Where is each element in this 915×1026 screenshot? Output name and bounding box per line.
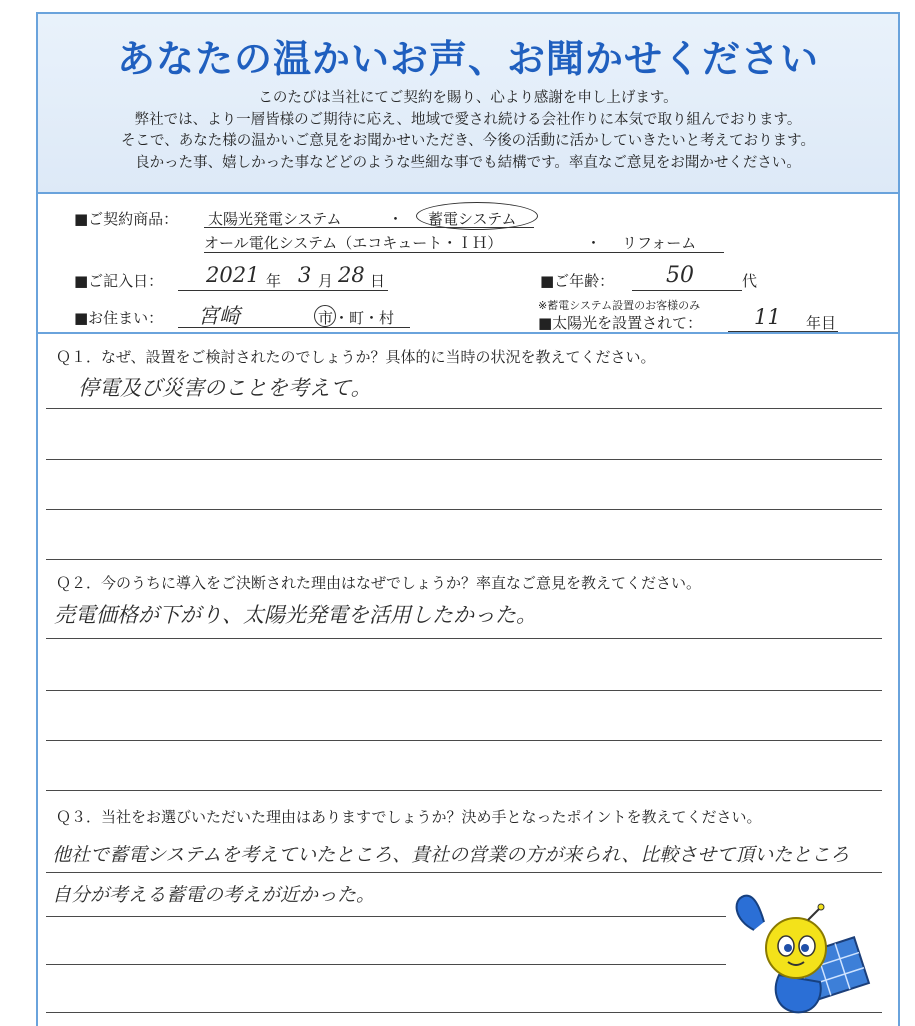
answer-line	[46, 740, 882, 741]
selected-circle	[416, 202, 538, 230]
date-month: 3	[298, 263, 312, 287]
solar-years-unit: 年目	[806, 314, 837, 332]
answer-1-line: 停電及び災害のことを考えて。	[78, 376, 372, 400]
intro-line: このたびは当社にてご契約を賜り、心より感謝を申し上げます。	[258, 90, 678, 106]
solar-years-underline	[728, 331, 838, 332]
answer-line	[46, 916, 726, 917]
products-label: ■ご契約商品：	[74, 210, 179, 228]
header-panel	[38, 14, 898, 194]
address-underline	[178, 327, 410, 328]
page-title: あなたの温かいお声、お聞かせください	[116, 37, 819, 81]
date-underline	[178, 290, 388, 291]
product-reform: リフォーム	[622, 234, 697, 252]
answer-line	[46, 509, 882, 510]
product-allelectric: オール電化システム（エコキュート・ＩＨ）	[204, 234, 503, 252]
product-separator: ・	[388, 210, 404, 228]
product-solar: 太陽光発電システム	[208, 210, 342, 228]
answer-2-line: 売電価格が下がり、太陽光発電を活用したかった。	[54, 603, 537, 627]
date-label: ■ご記入日：	[74, 272, 164, 290]
answer-line	[46, 559, 882, 560]
solar-years-label: ■太陽光を設置されて：	[538, 314, 703, 332]
intro-line: 弊社では、より一層皆様のご期待に応え、地域で愛され続ける会社作りに本気で取り組んでおります。	[134, 111, 802, 128]
answer-line	[46, 790, 882, 791]
solar-years-value: 11	[754, 305, 781, 329]
answer-3-line: 他社で蓄電システムを考えていたところ、貴社の営業の方が来られ、比較させて頂いたところ	[52, 844, 850, 866]
product-separator: ・	[586, 234, 602, 252]
intro-text	[48, 88, 888, 174]
question-2: Ｑ２．今のうちに導入をご決断された理由はなぜでしょうか？率直なご意見を教えてください。	[56, 574, 702, 592]
product-underline	[204, 252, 724, 253]
address-city: 市	[318, 309, 334, 327]
answer-line	[46, 690, 882, 691]
product-underline	[204, 227, 534, 228]
product-battery: 蓄電システム	[428, 210, 517, 228]
address-rest: ・町・村	[334, 309, 395, 327]
survey-sheet	[36, 12, 900, 1026]
answer-line	[46, 408, 882, 409]
address-label: ■お住まい：	[74, 309, 164, 327]
age-label: ■ご年齢：	[540, 272, 615, 290]
address-value: 宮崎	[198, 304, 240, 328]
date-year-unit: 年	[266, 272, 282, 290]
answer-line	[46, 964, 726, 965]
question-1: Ｑ１．なぜ、設置をご検討されたのでしょうか？具体的に当時の状況を教えてください。	[56, 348, 656, 366]
battery-note: ※蓄電システム設置のお客様のみ	[538, 299, 701, 312]
date-day: 28	[338, 263, 365, 287]
question-3: Ｑ３．当社をお選びいただいた理由はありますでしょうか？決め手となったポイントを教えてください。	[56, 808, 762, 826]
answer-line	[46, 638, 882, 639]
answer-3-line: 自分が考える蓄電の考えが近かった。	[52, 884, 376, 906]
selected-circle	[314, 305, 336, 327]
contract-info	[38, 194, 898, 334]
mascot-icon	[724, 890, 874, 1020]
date-day-unit: 日	[370, 272, 386, 290]
age-value: 50	[666, 263, 694, 288]
intro-line: 良かった事、嬉しかった事などどのような些細な事でも結構です。率直なご意見をお聞かせください。	[135, 154, 801, 171]
age-unit: 代	[742, 272, 758, 290]
answer-line	[46, 459, 882, 460]
date-year: 2021	[206, 263, 260, 287]
answer-line	[46, 872, 882, 873]
age-underline	[632, 290, 742, 291]
intro-line: そこで、あなた様の温かいご意見をお聞かせいただき、今後の活動に活かしていきたいと考えております。	[121, 133, 815, 149]
date-month-unit: 月	[318, 272, 334, 290]
